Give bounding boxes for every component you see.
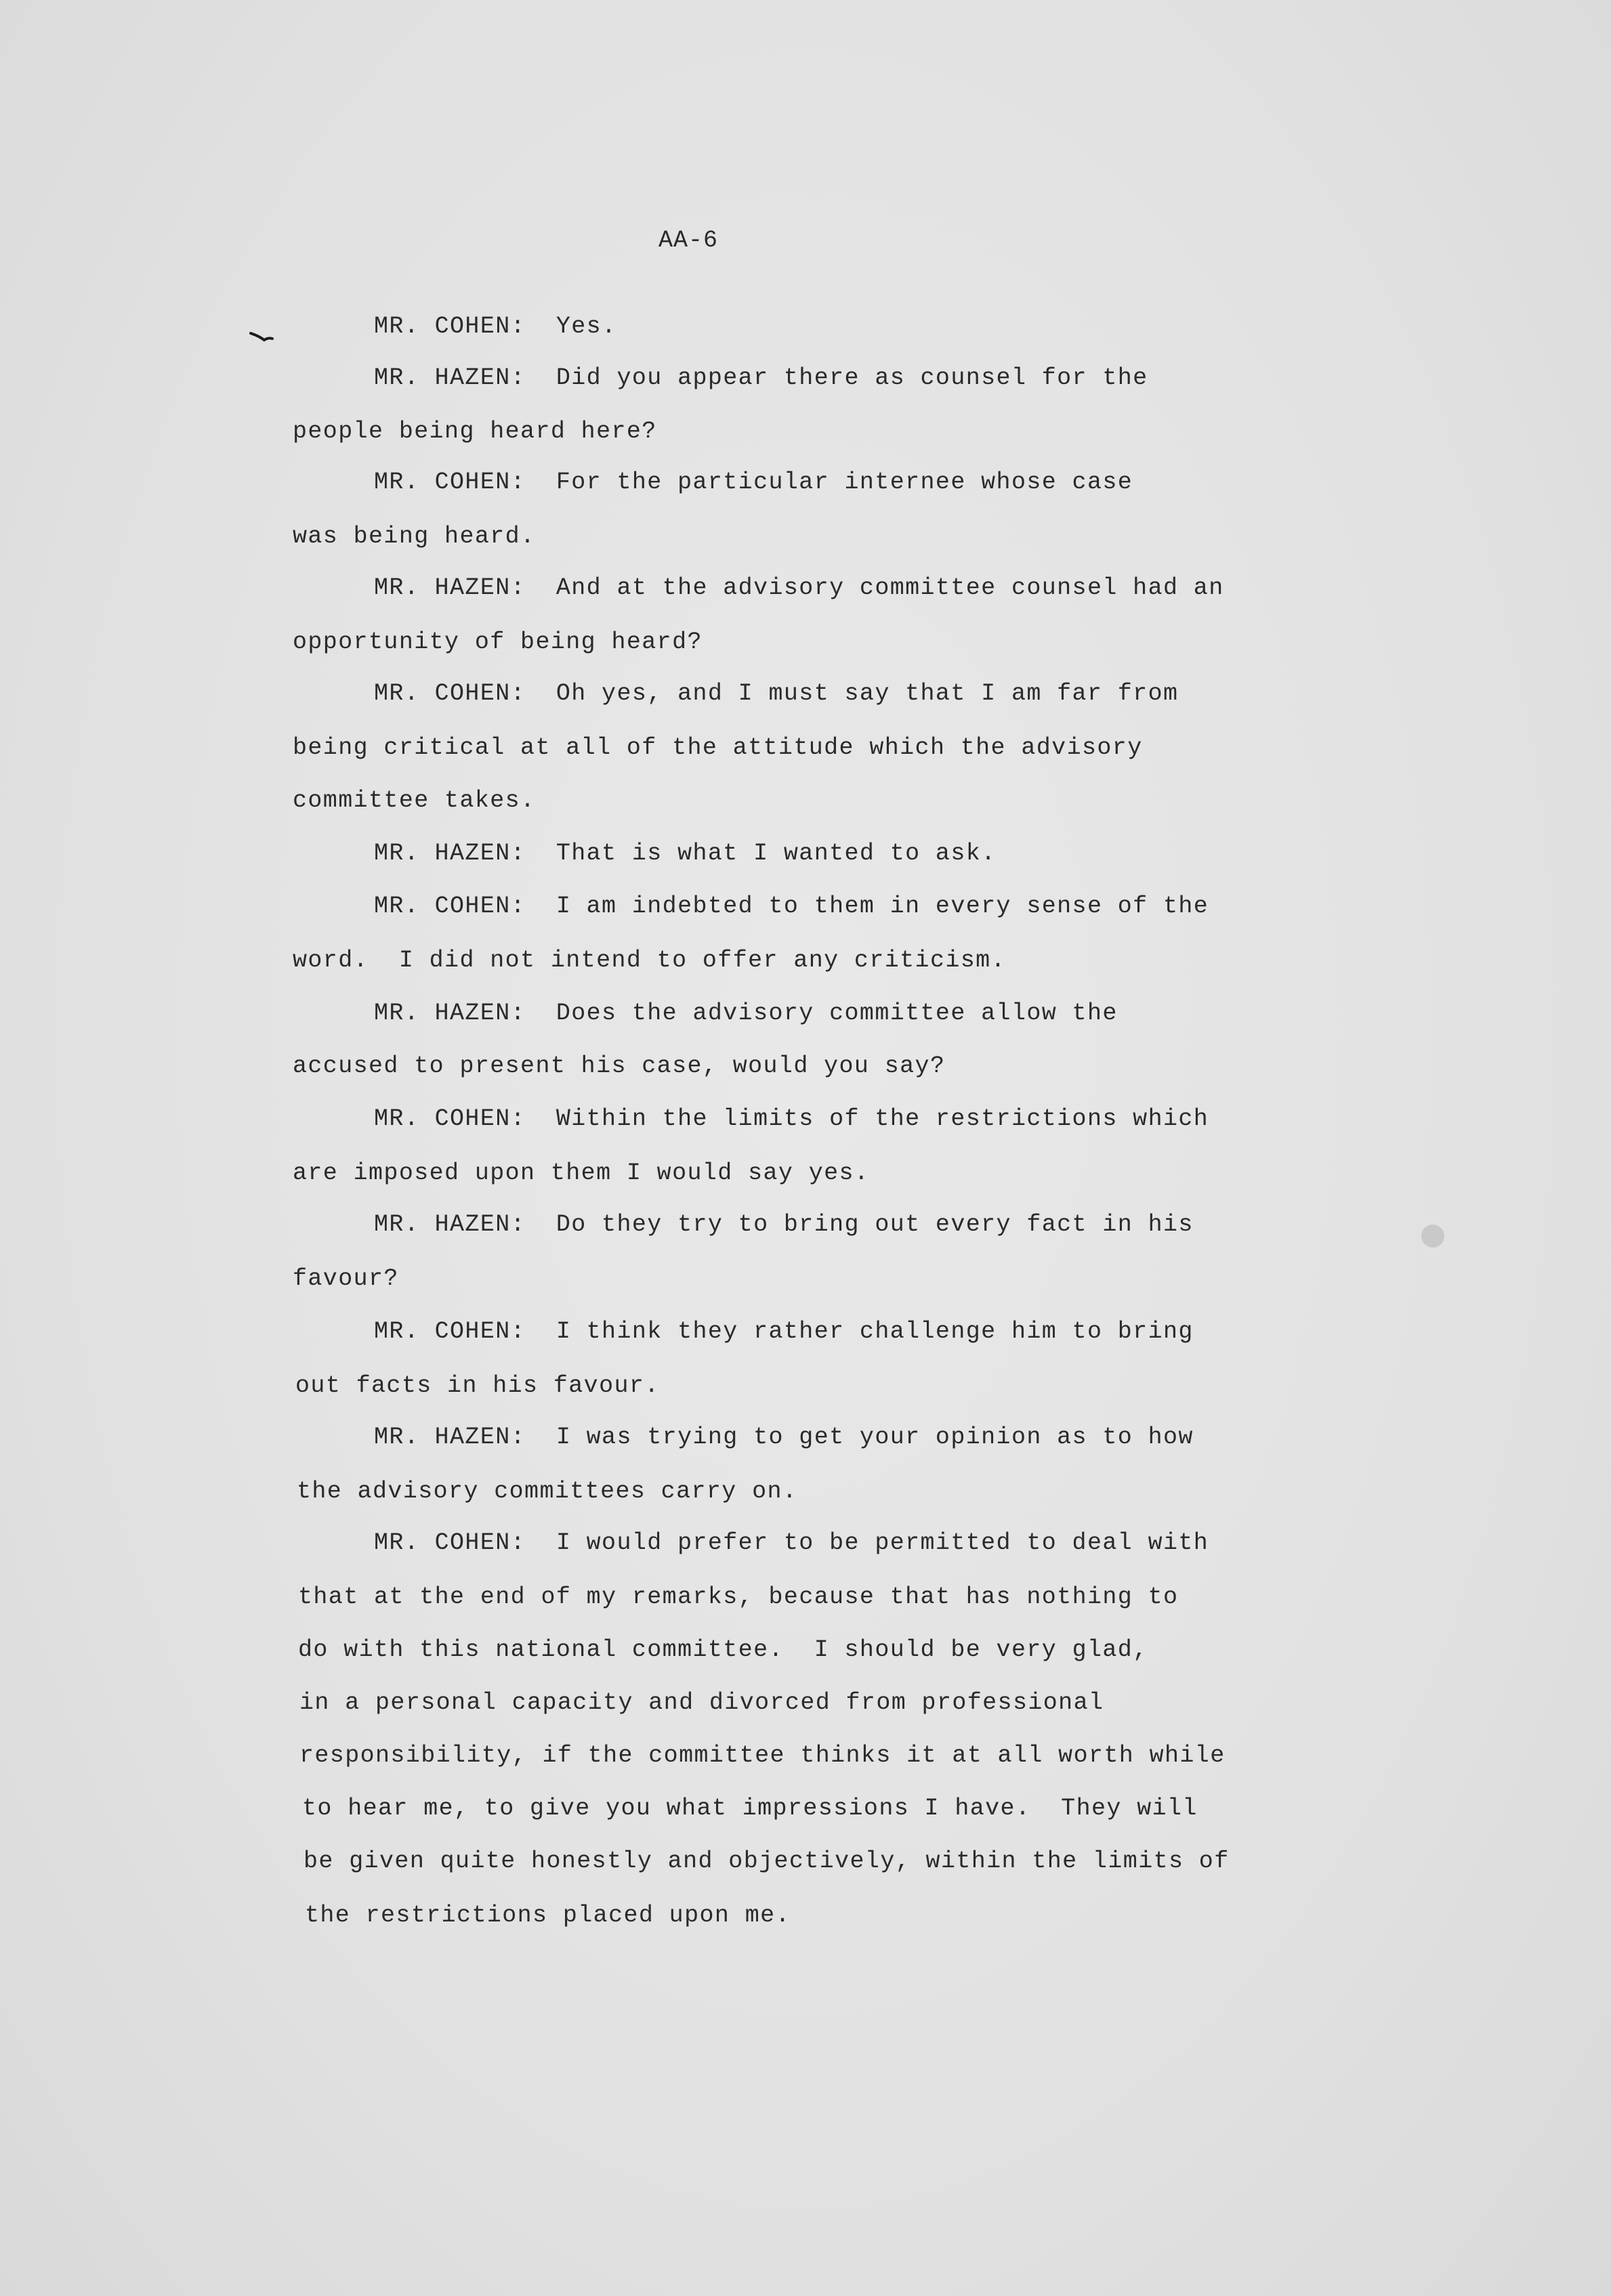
line-continuation: committee takes. [293, 787, 536, 814]
line-continuation: are imposed upon them I would say yes. [293, 1160, 870, 1187]
line-speaker-hazen: MR. HAZEN: Do they try to bring out every fact in his [374, 1211, 1194, 1238]
line-speaker-cohen: MR. COHEN: Within the limits of the restrictions which [374, 1105, 1209, 1132]
line-continuation: be given quite honestly and objectively, within the limits of [304, 1848, 1230, 1875]
line-speaker-cohen: MR. COHEN: I would prefer to be permitted to deal with [374, 1529, 1209, 1556]
line-continuation: in a personal capacity and divorced from professional [299, 1689, 1104, 1716]
line-continuation: word. I did not intend to offer any criticism. [293, 947, 1006, 974]
page-number: AA-6 [658, 227, 719, 254]
line-continuation: out facts in his favour. [295, 1372, 660, 1399]
line-continuation: responsibility, if the committee thinks it at all worth while [299, 1742, 1226, 1769]
line-continuation: was being heard. [293, 523, 536, 550]
line-continuation: opportunity of being heard? [293, 629, 703, 656]
line-speaker-cohen: MR. COHEN: Oh yes, and I must say that I am far from [374, 680, 1179, 707]
line-continuation: do with this national committee. I should be very glad, [298, 1636, 1148, 1663]
line-speaker-hazen: MR. HAZEN: Does the advisory committee allow the [374, 1000, 1118, 1027]
line-continuation: the restrictions placed upon me. [305, 1902, 791, 1929]
line-speaker-cohen: MR. COHEN: For the particular internee whose case [374, 469, 1133, 496]
line-speaker-hazen: MR. HAZEN: And at the advisory committee counsel had an [374, 574, 1224, 601]
line-continuation: the advisory committees carry on. [297, 1478, 798, 1505]
line-speaker-hazen: MR. HAZEN: I was trying to get your opinion as to how [374, 1424, 1194, 1451]
line-speaker-hazen: MR. HAZEN: Did you appear there as counsel for the [374, 364, 1148, 391]
line-continuation: to hear me, to give you what impressions I have. They will [302, 1795, 1198, 1822]
line-continuation: people being heard here? [293, 418, 657, 445]
line-speaker-cohen: MR. COHEN: I am indebted to them in every sense of the [374, 893, 1209, 920]
line-continuation: being critical at all of the attitude which the advisory [293, 734, 1143, 761]
line-speaker-cohen: MR. COHEN: Yes. [374, 313, 617, 340]
line-continuation: that at the end of my remarks, because that has nothing to [298, 1583, 1179, 1611]
line-speaker-hazen: MR. HAZEN: That is what I wanted to ask. [374, 840, 997, 867]
line-speaker-cohen: MR. COHEN: I think they rather challenge him to bring [374, 1318, 1194, 1345]
line-continuation: accused to present his case, would you say? [293, 1053, 946, 1080]
paper-speck [1421, 1225, 1444, 1248]
line-continuation: favour? [293, 1265, 399, 1292]
pen-mark-icon [249, 329, 274, 344]
